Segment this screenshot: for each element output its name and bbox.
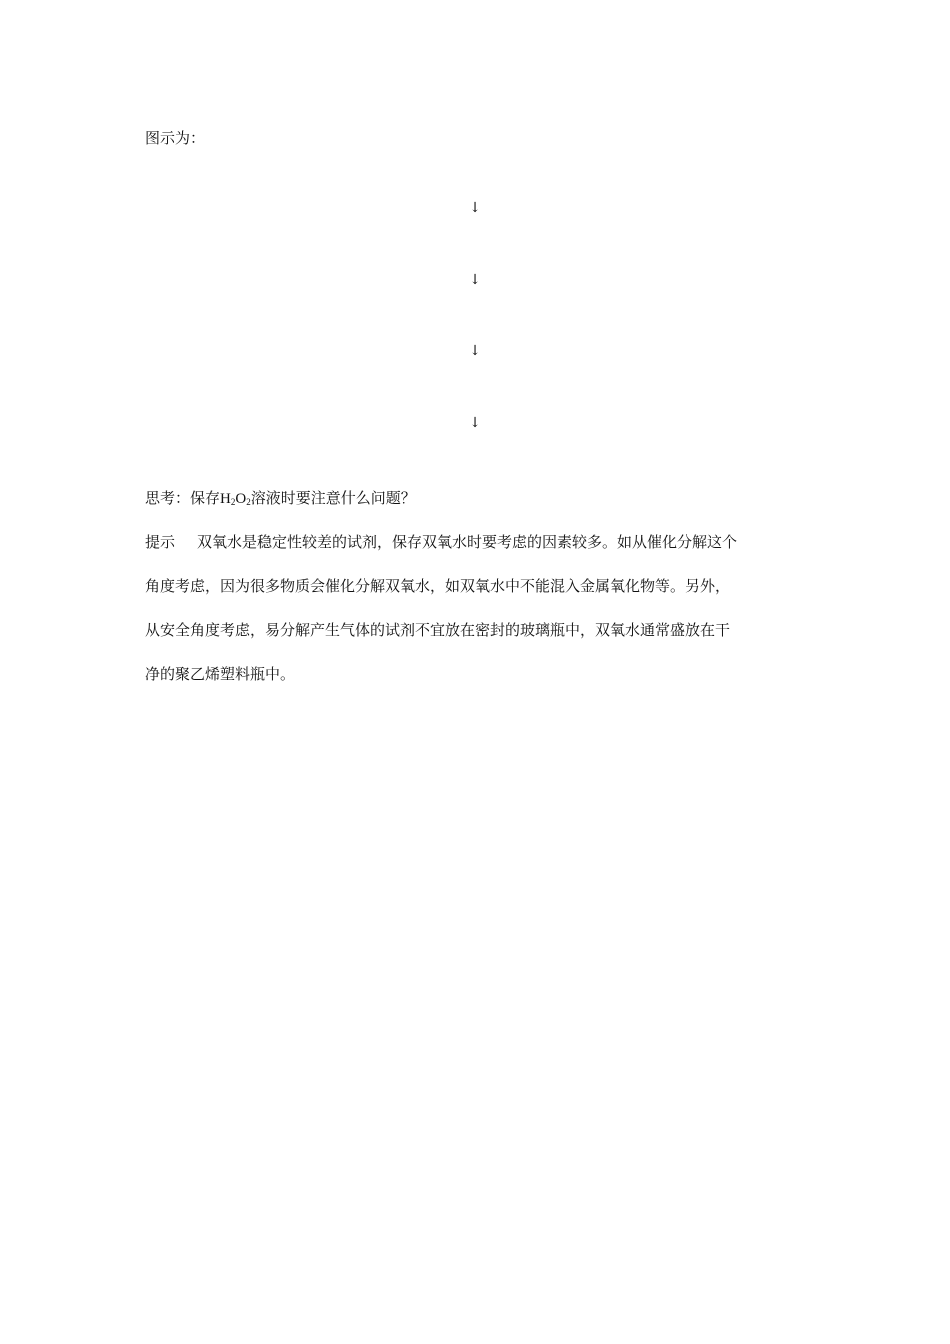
hint-text-line-1: 双氧水是稳定性较差的试剂，保存双氧水时要考虑的因素较多。如从催化分解这个: [197, 533, 738, 551]
hint-line-2: 角度考虑，因为很多物质会催化分解双氧水，如双氧水中不能混入金属氧化物等。另外，: [145, 577, 731, 595]
diagram-intro-label: 图示为：: [145, 129, 206, 147]
flow-arrow-2: ↓: [469, 272, 481, 288]
hint-line-4: 净的聚乙烯塑料瓶中。: [145, 665, 296, 683]
formula-h-subscript: 2: [230, 497, 236, 507]
flow-arrow-4: ↓: [469, 415, 481, 431]
formula-o: O: [235, 491, 247, 507]
question-prefix: 思考：保存: [145, 489, 221, 507]
question-suffix: 溶液时要注意什么问题？: [250, 489, 416, 507]
formula-o-subscript: 2: [246, 497, 251, 507]
thinking-question: [145, 488, 416, 512]
hint-answer: [145, 520, 815, 696]
hint-line-1: [145, 520, 815, 564]
hint-label: 提示: [145, 533, 176, 551]
flow-arrow-3: ↓: [469, 343, 481, 359]
flow-arrow-1: ↓: [469, 200, 481, 216]
hint-line-3: 从安全角度考虑，易分解产生气体的试剂不宜放在密封的玻璃瓶中，双氧水通常盛放在干: [145, 621, 731, 639]
formula-h: H: [220, 491, 231, 507]
